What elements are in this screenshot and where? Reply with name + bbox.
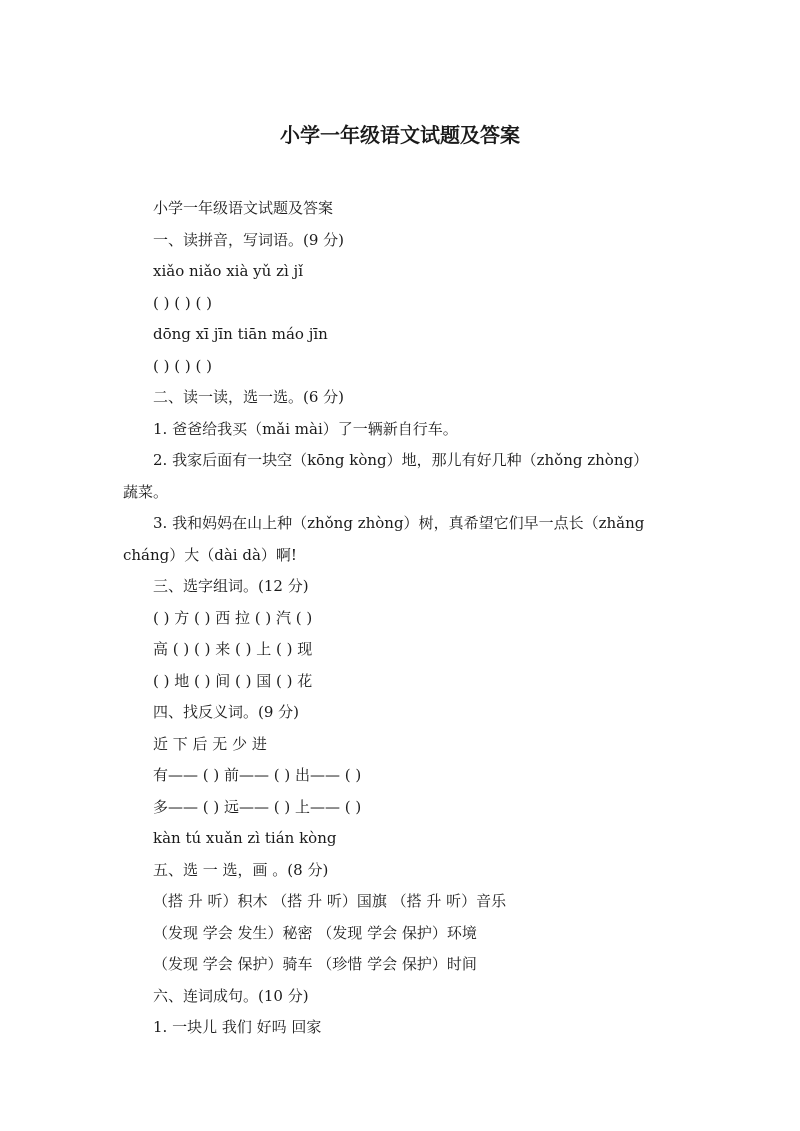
blank-line: ( ) ( ) ( ) [153, 356, 212, 375]
section-heading: 三、选字组词。(12 分) [153, 577, 309, 595]
pinyin-line: kàn tú xuǎn zì tián kòng [153, 829, 337, 847]
word-row: 近 下 后 无 少 进 [153, 734, 267, 753]
question-line: 1. 爸爸给我买（mǎi mài）了一辆新自行车。 [153, 419, 458, 438]
antonym-row: 有—— ( ) 前—— ( ) 出—— ( ) [153, 766, 362, 784]
pinyin-line: xiǎo niǎo xià yǔ zì jǐ [153, 262, 303, 280]
choice-row: （搭 升 听）积木 （搭 升 听）国旗 （搭 升 听）音乐 [153, 892, 507, 910]
blank-line: ( ) ( ) ( ) [153, 293, 212, 312]
word-row: 高 ( ) ( ) 来 ( ) 上 ( ) 现 [153, 640, 313, 658]
subtitle-line: 小学一年级语文试题及答案 [153, 199, 334, 217]
word-row: ( ) 方 ( ) 西 拉 ( ) 汽 ( ) [153, 608, 313, 627]
section-heading: 四、找反义词。(9 分) [153, 703, 300, 721]
antonym-row: 多—— ( ) 远—— ( ) 上—— ( ) [153, 797, 362, 816]
question-line: 3. 我和妈妈在山上种（zhǒng zhòng）树，真希望它们早一点长（zhǎng cháng）大（dài dà）啊! [123, 514, 645, 564]
document-body [123, 193, 663, 1044]
question-line: 1. 一块儿 我们 好吗 回家 [153, 1018, 322, 1036]
choice-row: （发现 学会 发生）秘密 （发现 学会 保护）环境 [153, 923, 477, 942]
question-line: 2. 我家后面有一块空（kōng kòng）地，那儿有好几种（zhǒng zhòng）蔬菜。 [123, 451, 649, 501]
pinyin-line: dōng xī jīn tiān máo jīn [153, 325, 328, 343]
document-title: 小学一年级语文试题及答案 [280, 123, 520, 147]
section-heading: 五、选 一 选，画 。(8 分) [153, 860, 329, 879]
section-heading: 二、读一读，选一选。(6 分) [153, 388, 345, 406]
section-heading: 一、读拼音，写词语。(9 分) [153, 230, 345, 249]
section-heading: 六、连词成句。(10 分) [153, 986, 309, 1005]
word-row: ( ) 地 ( ) 间 ( ) 国 ( ) 花 [153, 671, 313, 690]
choice-row: （发现 学会 保护）骑车 （珍惜 学会 保护）时间 [153, 955, 477, 973]
